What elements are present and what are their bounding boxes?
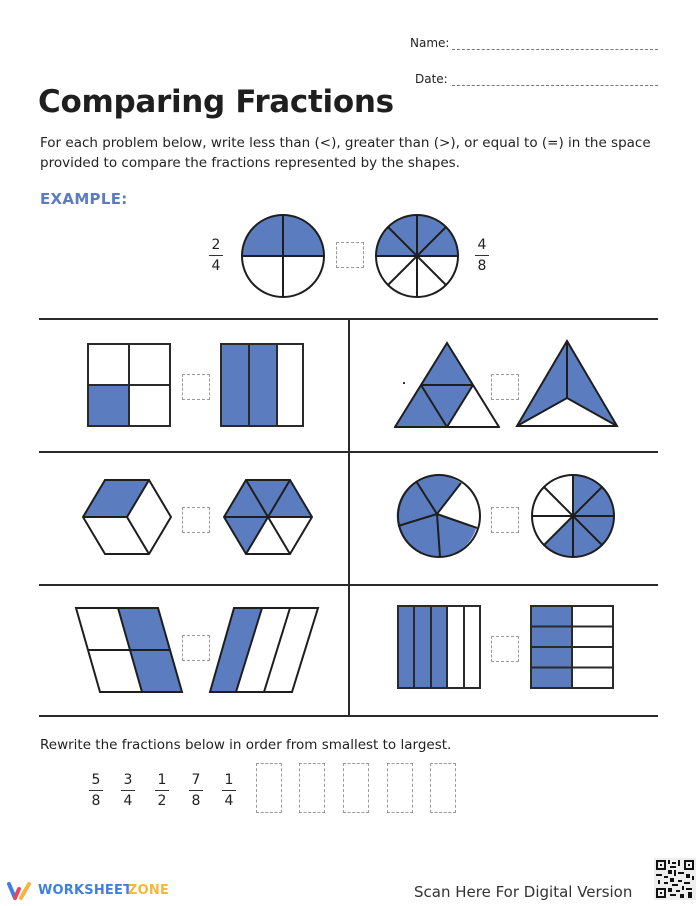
fraction-bar [89, 790, 103, 791]
answer-box[interactable] [182, 635, 210, 661]
example-circle-eighths [374, 213, 460, 299]
example-label: EXAMPLE: [40, 190, 128, 208]
name-line[interactable] [452, 49, 658, 50]
numerator: 2 [211, 237, 221, 253]
denominator: 2 [157, 793, 167, 809]
stray-dot [403, 382, 405, 384]
instructions: For each problem below, write less than (<), greater than (>), or equal to (=) in the space provided to compare the fractions represented by the shapes. [40, 135, 651, 171]
fraction-bar [222, 790, 236, 791]
name-label: Name: [410, 36, 450, 50]
denominator: 8 [191, 793, 201, 809]
triangle-4-parts-shape [394, 340, 500, 430]
problem-5 [40, 586, 348, 715]
name-field[interactable] [410, 36, 660, 54]
parallelogram-4-parts-shape [74, 606, 186, 696]
square-4-parts-shape [86, 342, 172, 428]
answer-box[interactable] [182, 374, 210, 400]
problem-2 [350, 320, 658, 451]
date-label: Date: [415, 72, 448, 86]
example-answer-box[interactable] [336, 242, 364, 268]
date-line[interactable] [452, 85, 658, 86]
ordering-answer-slot-3[interactable] [343, 763, 369, 813]
ordering-answer-slot-1[interactable] [256, 763, 282, 813]
denominator: 8 [91, 793, 101, 809]
triangle-3-parts-shape [515, 338, 619, 430]
parallelogram-3-columns-shape [208, 606, 320, 696]
ordering-fraction [219, 771, 239, 810]
numerator: 5 [91, 772, 101, 788]
numerator: 4 [477, 237, 487, 253]
problem-1 [40, 320, 348, 451]
example-left-fraction [206, 236, 226, 275]
numerator: 1 [157, 772, 167, 788]
worksheetzone-logo[interactable] [6, 880, 176, 902]
date-field[interactable] [415, 72, 660, 90]
ordering-answer-slot-4[interactable] [387, 763, 413, 813]
logo-w-icon [6, 881, 32, 901]
problem-6 [350, 586, 658, 715]
ordering-prompt: Rewrite the fractions below in order from smallest to largest. [40, 737, 452, 753]
answer-box[interactable] [182, 507, 210, 533]
logo-zone-text: ZONE [128, 883, 170, 898]
logo-worksheet-text: WORKSHEET [38, 883, 133, 898]
rectangle-3-columns-shape [219, 342, 305, 428]
answer-box[interactable] [491, 636, 519, 662]
denominator: 4 [123, 793, 133, 809]
hexagon-3-parts-shape [82, 477, 172, 557]
example-circle-quarters [240, 213, 326, 299]
ordering-fraction [152, 771, 172, 810]
ordering-fraction [186, 771, 206, 810]
page-title: Comparing Fractions [38, 84, 394, 120]
fraction-bar [475, 255, 489, 256]
numerator: 3 [123, 772, 133, 788]
circle-8-parts-shape [530, 473, 616, 559]
problem-4 [350, 453, 658, 584]
rectangle-8-parts-shape [529, 604, 615, 690]
scan-text: Scan Here For Digital Version [414, 883, 633, 901]
ordering-answer-slot-5[interactable] [430, 763, 456, 813]
denominator: 8 [477, 258, 487, 274]
ordering-answer-slot-2[interactable] [299, 763, 325, 813]
denominator: 4 [224, 793, 234, 809]
ordering-fraction [118, 771, 138, 810]
numerator: 1 [224, 772, 234, 788]
circle-5-parts-shape [396, 473, 482, 559]
fraction-bar [189, 790, 203, 791]
problem-3 [40, 453, 348, 584]
example-right-fraction [472, 236, 492, 275]
fraction-bar [121, 790, 135, 791]
fraction-bar [209, 255, 223, 256]
ordering-fraction [86, 771, 106, 810]
rectangle-5-columns-shape [396, 604, 482, 690]
hexagon-6-parts-shape [223, 477, 313, 557]
numerator: 7 [191, 772, 201, 788]
denominator: 4 [211, 258, 221, 274]
answer-box[interactable] [491, 507, 519, 533]
fraction-bar [155, 790, 169, 791]
qr-code-icon[interactable] [654, 858, 696, 900]
